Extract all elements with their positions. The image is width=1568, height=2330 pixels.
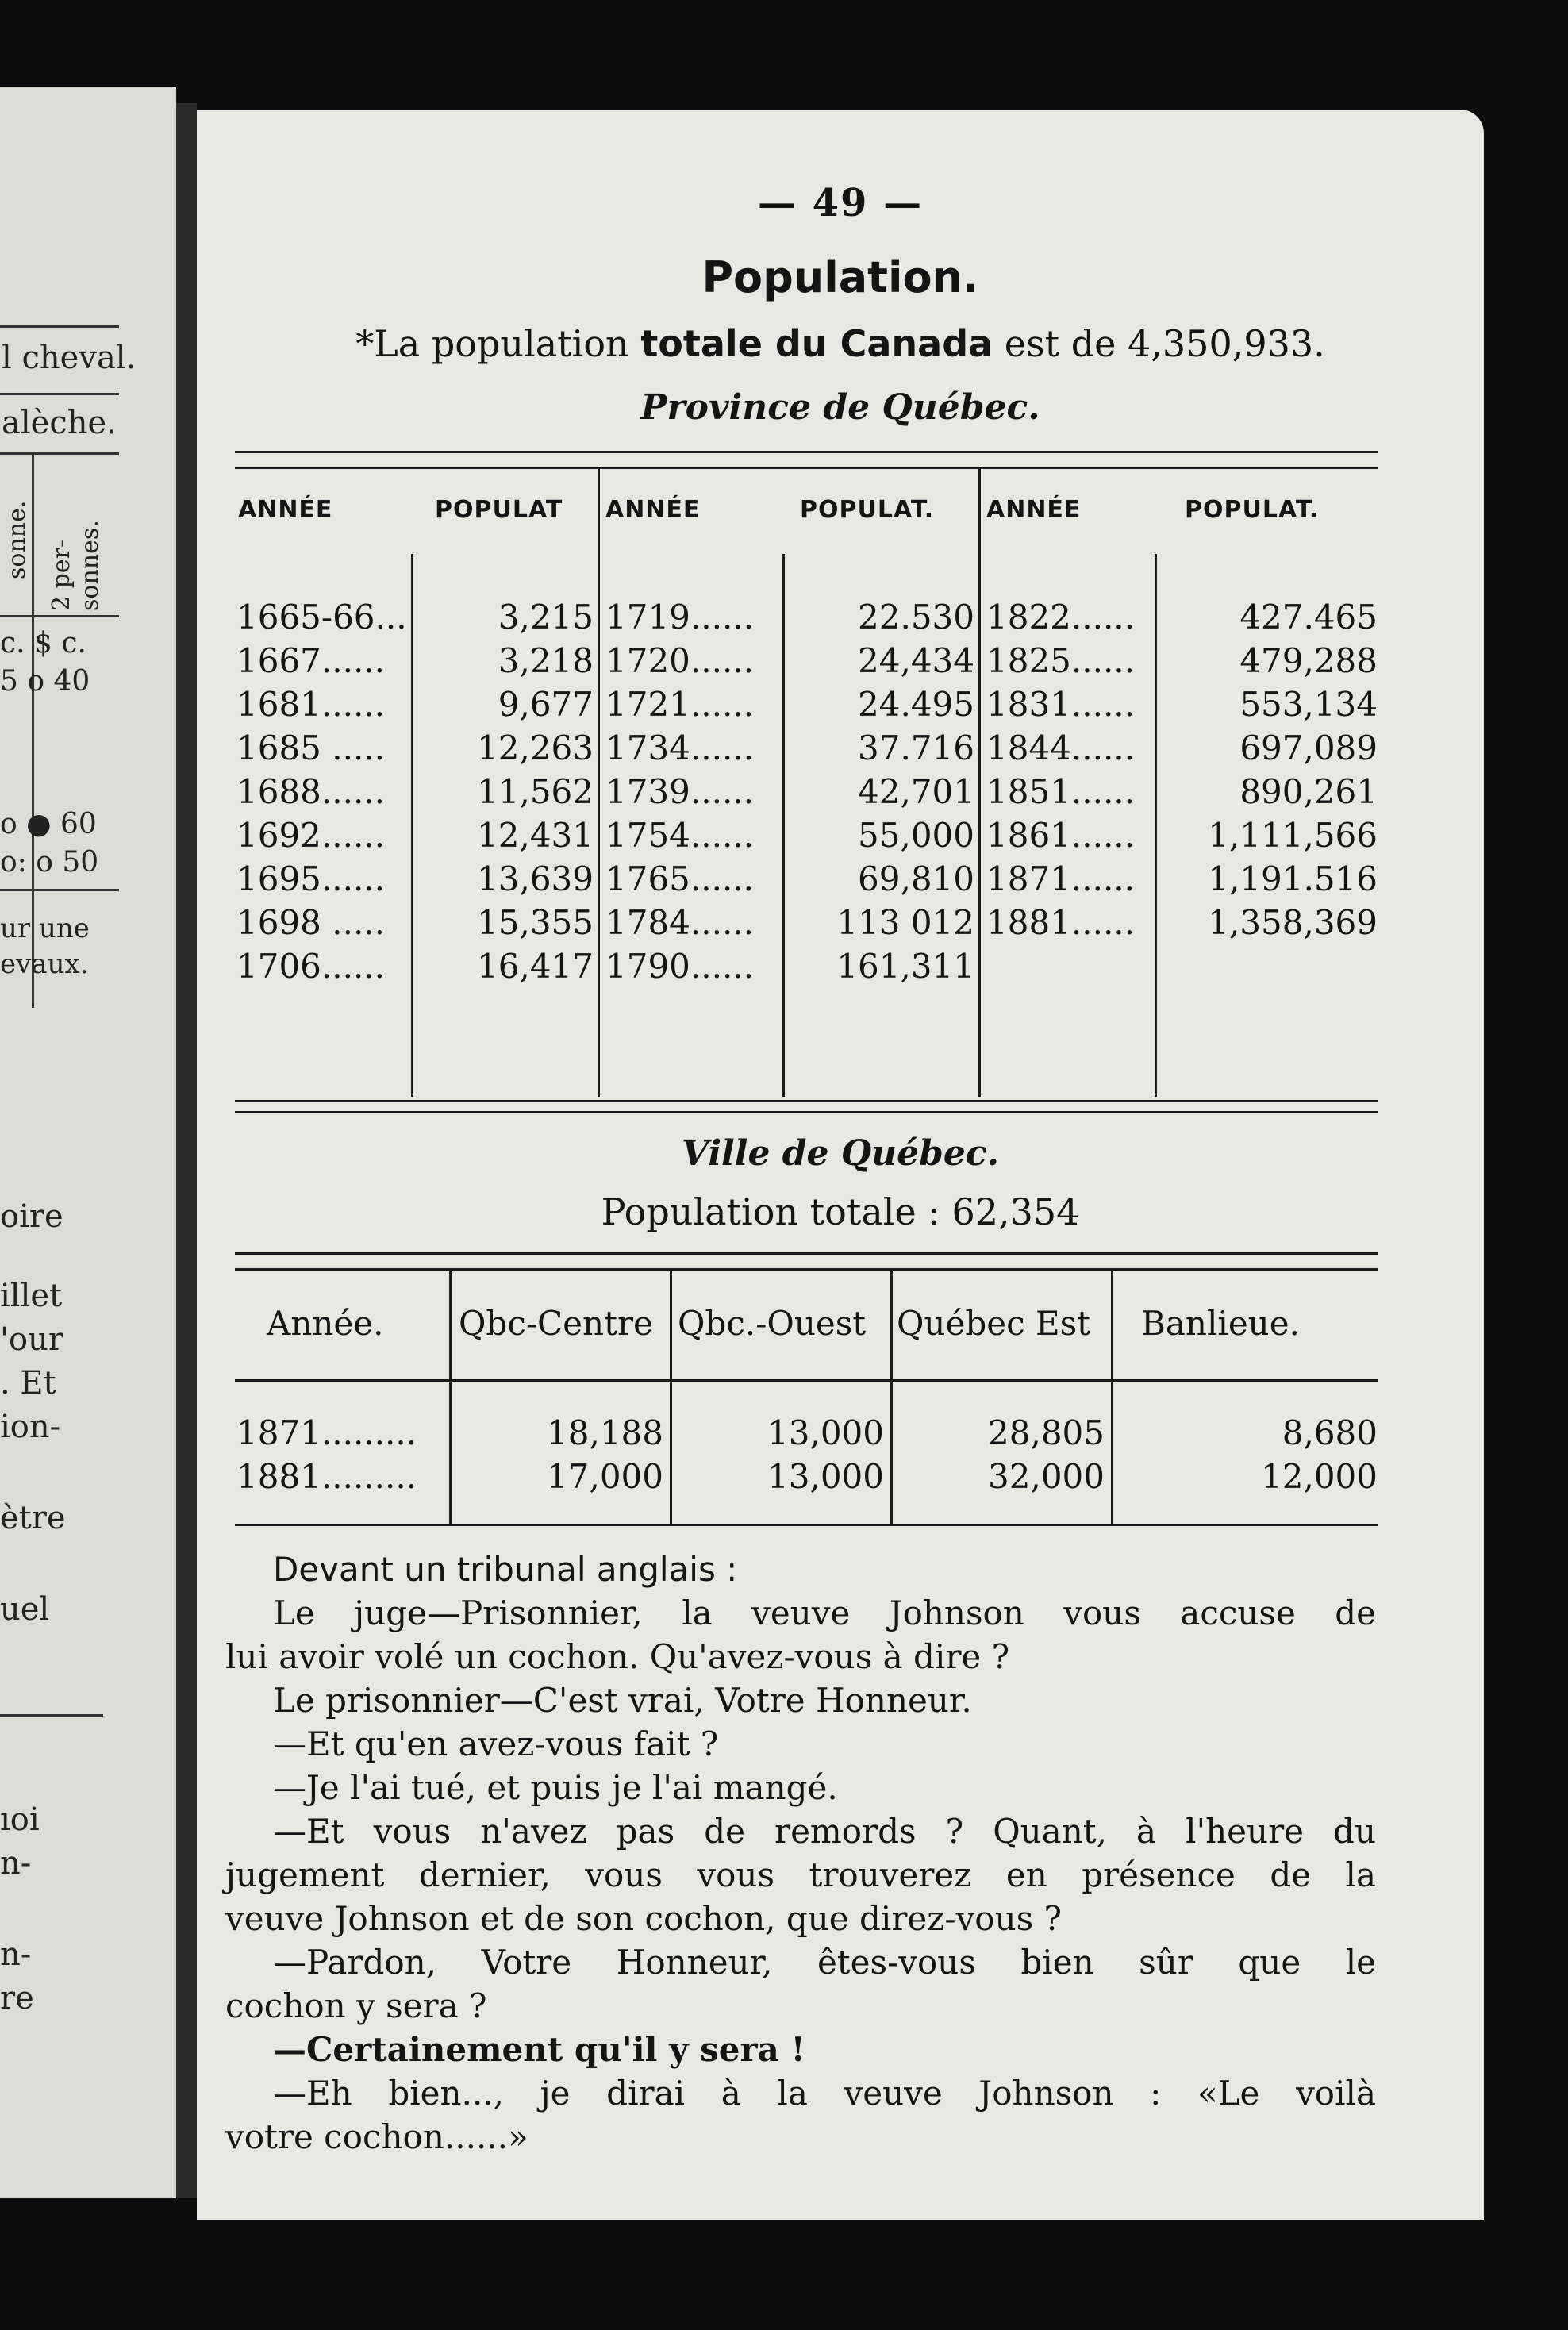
left-rule bbox=[0, 615, 119, 617]
table-cell: 69,810 bbox=[858, 859, 974, 898]
left-page-fragment bbox=[0, 87, 176, 2198]
left-frag: n- bbox=[0, 1845, 32, 1882]
left-frag: re bbox=[0, 1980, 34, 2017]
left-row: c. $ c. bbox=[0, 627, 87, 659]
table-cell: 1881...... bbox=[986, 903, 1135, 942]
table-rule bbox=[235, 1111, 1378, 1113]
table-cell: 12,431 bbox=[477, 816, 594, 855]
col-header: ANNÉE bbox=[605, 496, 701, 524]
table-cell: 17,000 bbox=[547, 1457, 663, 1496]
table-rule bbox=[235, 1524, 1378, 1526]
table-divider bbox=[449, 1270, 452, 1524]
left-frag-caleche: alèche. bbox=[2, 405, 117, 441]
years-col-2 bbox=[605, 595, 780, 988]
table-cell: 1831...... bbox=[986, 685, 1135, 724]
table-cell: 12,000 bbox=[1261, 1457, 1378, 1496]
intro-prefix: *La population bbox=[355, 322, 629, 365]
col-header: ANNÉE bbox=[986, 496, 1082, 524]
story-line: veuve Johnson et de son cochon, que direz-vous ? bbox=[225, 1899, 1063, 1938]
col-header: POPULAT bbox=[435, 496, 563, 524]
table-cell: 1790...... bbox=[605, 947, 754, 986]
table-cell: 1681...... bbox=[236, 685, 385, 724]
table-divider bbox=[670, 1270, 672, 1524]
table-cell: 1,111,566 bbox=[1208, 816, 1378, 855]
table-cell: 8,680 bbox=[1282, 1413, 1378, 1452]
left-frag: ion- bbox=[0, 1409, 61, 1445]
left-frag: 'our bbox=[0, 1321, 63, 1358]
table-cell: 1685 ..... bbox=[236, 729, 385, 767]
table-cell: 3,218 bbox=[498, 641, 594, 680]
story-line: —Certainement qu'il y sera ! bbox=[273, 2030, 805, 2069]
table-cell: 24.495 bbox=[858, 685, 974, 724]
left-frag: ur une bbox=[0, 913, 90, 944]
ville-est bbox=[896, 1411, 1105, 1498]
ville-header: Année. bbox=[267, 1304, 384, 1343]
left-rule bbox=[0, 393, 119, 395]
table-cell: 1861...... bbox=[986, 816, 1135, 855]
table-rule bbox=[235, 451, 1378, 453]
table-cell: 553,134 bbox=[1239, 685, 1378, 724]
col-header: POPULAT. bbox=[800, 496, 935, 524]
left-frag: ıoi bbox=[0, 1801, 40, 1838]
intro-line bbox=[197, 322, 1484, 365]
left-row: 5 o 40 bbox=[0, 665, 90, 698]
story-line: votre cochon......» bbox=[225, 2117, 528, 2156]
table-cell: 1706...... bbox=[236, 947, 385, 986]
section-ville-quebec: Ville de Québec. bbox=[681, 1133, 1000, 1174]
table-divider bbox=[890, 1270, 893, 1524]
table-cell: 18,188 bbox=[547, 1413, 663, 1452]
table-cell: 24,434 bbox=[858, 641, 974, 680]
story-line: —Pardon, Votre Honneur, êtes-vous bien sûr que le bbox=[273, 1943, 1376, 1982]
table-cell: 22.530 bbox=[858, 598, 974, 636]
table-cell: 9,677 bbox=[498, 685, 594, 724]
section-province-quebec: Province de Québec. bbox=[640, 387, 1040, 428]
table-cell: 479,288 bbox=[1239, 641, 1378, 680]
table-rule bbox=[235, 1379, 1378, 1382]
table-cell: 1692...... bbox=[236, 816, 385, 855]
left-frag: uel bbox=[0, 1591, 50, 1628]
story-line: —Je l'ai tué, et puis je l'ai mangé. bbox=[273, 1768, 838, 1807]
table-cell: 1665-66... bbox=[236, 598, 407, 636]
left-rule bbox=[0, 889, 119, 891]
story-line: Le prisonnier—C'est vrai, Votre Honneur. bbox=[273, 1681, 972, 1720]
ville-header: Qbc.-Ouest bbox=[678, 1304, 867, 1343]
table-cell: 12,263 bbox=[477, 729, 594, 767]
table-rule bbox=[235, 467, 1378, 469]
story-line: Le juge—Prisonnier, la veuve Johnson vous accuse de bbox=[273, 1594, 1376, 1632]
table-cell: 113 012 bbox=[836, 903, 974, 942]
left-rot-personnes: 2 per- sonnes. bbox=[48, 520, 104, 611]
ville-ouest bbox=[675, 1411, 884, 1498]
left-row: o: o 50 bbox=[0, 846, 99, 879]
table-cell: 1871......... bbox=[236, 1413, 417, 1452]
table-cell: 1881......... bbox=[236, 1457, 417, 1496]
left-frag: illet bbox=[0, 1278, 63, 1314]
table-rule bbox=[235, 1268, 1378, 1271]
story-line: —Et qu'en avez-vous fait ? bbox=[273, 1724, 719, 1763]
left-rot-sonne: sonne. bbox=[3, 500, 31, 579]
table-cell: 1739...... bbox=[605, 772, 754, 811]
story-line: cochon y sera ? bbox=[225, 1986, 487, 2025]
pop-col-3 bbox=[1159, 595, 1378, 944]
table-cell: 13,000 bbox=[767, 1457, 884, 1496]
table-cell: 3,215 bbox=[498, 598, 594, 636]
left-frag: evaux. bbox=[0, 948, 89, 980]
table-cell: 1698 ..... bbox=[236, 903, 385, 942]
table-cell: 1851...... bbox=[986, 772, 1135, 811]
population-totale: Population totale : 62,354 bbox=[601, 1190, 1080, 1233]
table-cell: 55,000 bbox=[858, 816, 974, 855]
table-cell: 28,805 bbox=[988, 1413, 1105, 1452]
left-frag-cheval: l cheval. bbox=[2, 340, 136, 376]
table-cell: 1825...... bbox=[986, 641, 1135, 680]
years-col-3 bbox=[986, 595, 1153, 944]
table-cell: 1754...... bbox=[605, 816, 754, 855]
ville-banlieue bbox=[1117, 1411, 1378, 1498]
table-cell: 1695...... bbox=[236, 859, 385, 898]
table-divider bbox=[411, 554, 413, 1097]
table-divider bbox=[782, 554, 785, 1097]
left-rule bbox=[0, 325, 119, 328]
ville-header: Banlieue. bbox=[1141, 1304, 1300, 1343]
ville-years bbox=[236, 1411, 447, 1498]
table-cell: 697,089 bbox=[1239, 729, 1378, 767]
ville-header: Québec Est bbox=[897, 1304, 1091, 1343]
pop-col-2 bbox=[788, 595, 974, 988]
book-spine bbox=[176, 103, 197, 2198]
table-cell: 1,191.516 bbox=[1208, 859, 1378, 898]
years-col-1 bbox=[236, 595, 407, 988]
table-cell: 1871...... bbox=[986, 859, 1135, 898]
intro-bold: totale du Canada bbox=[640, 322, 993, 365]
page-title: Population. bbox=[701, 252, 979, 302]
table-cell: 13,639 bbox=[477, 859, 594, 898]
left-frag: . Et bbox=[0, 1365, 56, 1401]
story-line: —Et vous n'avez pas de remords ? Quant, à l'heure du bbox=[273, 1812, 1376, 1851]
table-cell: 42,701 bbox=[858, 772, 974, 811]
story-line: —Eh bien..., je dirai à la veuve Johnson : «Le voilà bbox=[273, 2074, 1376, 2113]
table-cell: 32,000 bbox=[988, 1457, 1105, 1496]
left-frag: n- bbox=[0, 1936, 32, 1973]
table-cell: 37.716 bbox=[858, 729, 974, 767]
story-line: jugement dernier, vous vous trouverez en présence de la bbox=[225, 1855, 1376, 1894]
anecdote bbox=[225, 1548, 1376, 2159]
table-divider bbox=[598, 468, 600, 1097]
table-cell: 1688...... bbox=[236, 772, 385, 811]
table-cell: 13,000 bbox=[767, 1413, 884, 1452]
left-row: o ● 60 bbox=[0, 808, 97, 840]
table-cell: 427.465 bbox=[1239, 598, 1378, 636]
book-page bbox=[197, 110, 1484, 2220]
ville-header: Qbc-Centre bbox=[459, 1304, 653, 1343]
story-line: Devant un tribunal anglais : bbox=[273, 1550, 738, 1589]
table-cell: 1719...... bbox=[605, 598, 754, 636]
table-cell: 15,355 bbox=[477, 903, 594, 942]
table-cell: 1784...... bbox=[605, 903, 754, 942]
col-header: ANNÉE bbox=[238, 496, 333, 524]
table-cell: 11,562 bbox=[477, 772, 594, 811]
table-divider bbox=[1155, 554, 1157, 1097]
table-rule bbox=[235, 1100, 1378, 1102]
left-frag: oire bbox=[0, 1198, 63, 1235]
table-cell: 1822...... bbox=[986, 598, 1135, 636]
table-cell: 1720...... bbox=[605, 641, 754, 680]
pop-col-1 bbox=[417, 595, 594, 988]
table-cell: 1667...... bbox=[236, 641, 385, 680]
table-cell: 1734...... bbox=[605, 729, 754, 767]
ville-centre bbox=[455, 1411, 663, 1498]
col-header: POPULAT. bbox=[1185, 496, 1320, 524]
table-cell: 1844...... bbox=[986, 729, 1135, 767]
table-cell: 1,358,369 bbox=[1208, 903, 1378, 942]
table-rule bbox=[235, 1252, 1378, 1255]
intro-suffix: est de 4,350,933. bbox=[1004, 322, 1325, 365]
table-cell: 1721...... bbox=[605, 685, 754, 724]
left-rule bbox=[0, 1714, 103, 1717]
page-number: — 49 — bbox=[757, 181, 924, 225]
table-cell: 16,417 bbox=[477, 947, 594, 986]
story-line: lui avoir volé un cochon. Qu'avez-vous à dire ? bbox=[225, 1637, 1010, 1676]
table-divider bbox=[978, 468, 981, 1097]
table-divider bbox=[1111, 1270, 1113, 1524]
table-cell: 161,311 bbox=[836, 947, 974, 986]
table-cell: 1765...... bbox=[605, 859, 754, 898]
table-cell: 890,261 bbox=[1239, 772, 1378, 811]
left-frag: ètre bbox=[0, 1500, 66, 1536]
